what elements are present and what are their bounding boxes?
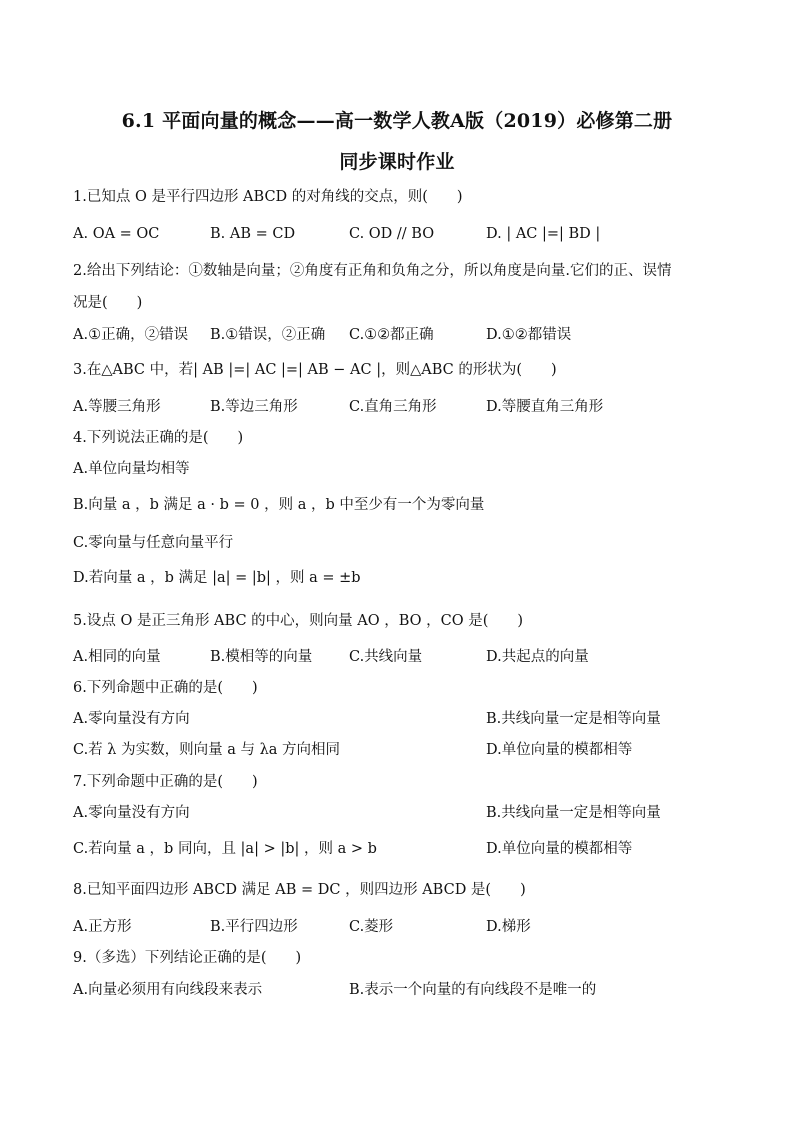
question-6-option-b: B.共线向量一定是相等向量 [486, 711, 661, 727]
question-4-option-c: C.零向量与任意向量平行 [73, 535, 234, 551]
question-5-stem: 5.设点 O 是正三角形 ABC 的中心，则向量 AO ，BO ，CO 是( ) [73, 613, 524, 629]
question-2-stem-line2: 况是( ) [73, 295, 143, 311]
question-2-option-d: D.①②都错误 [486, 327, 572, 343]
question-4-option-d: D.若向量 a ，b 满足 |a| = |b| ，则 a = ±b [73, 570, 361, 586]
question-1-option-d: D. | AC |=| BD | [486, 226, 601, 242]
question-5-option-b: B.模相等的向量 [210, 649, 313, 665]
question-4-stem: 4.下列说法正确的是( ) [73, 430, 244, 446]
page-title: 6.1 平面向量的概念——高一数学人教A版（2019）必修第二册 [121, 110, 673, 132]
question-6-option-d: D.单位向量的模都相等 [486, 742, 633, 758]
question-8-stem: 8.已知平面四边形 ABCD 满足 AB = DC ，则四边形 ABCD 是( ) [73, 882, 526, 898]
question-3-option-b: B.等边三角形 [210, 399, 298, 415]
question-7-option-d: D.单位向量的模都相等 [486, 841, 633, 857]
question-6-option-a: A.零向量没有方向 [73, 711, 190, 727]
question-7-option-b: B.共线向量一定是相等向量 [486, 805, 661, 821]
question-9-option-a: A.向量必须用有向线段来表示 [73, 982, 263, 998]
question-3-option-c: C.直角三角形 [349, 399, 437, 415]
question-6-stem: 6.下列命题中正确的是( ) [73, 680, 258, 696]
question-2-option-c: C.①②都正确 [349, 327, 434, 343]
question-2-option-b: B.①错误，②正确 [210, 327, 326, 343]
question-5-option-d: D.共起点的向量 [486, 649, 589, 665]
question-2-option-a: A.①正确，②错误 [73, 327, 189, 343]
question-7-option-a: A.零向量没有方向 [73, 805, 190, 821]
question-1-option-b: B. AB = CD [210, 226, 296, 242]
question-8-option-a: A.正方形 [73, 919, 132, 935]
question-5-option-a: A.相同的向量 [73, 649, 161, 665]
question-4-option-a: A.单位向量均相等 [73, 461, 190, 477]
question-8-option-b: B.平行四边形 [210, 919, 298, 935]
question-1-option-c: C. OD // BO [349, 226, 435, 242]
question-8-option-d: D.梯形 [486, 919, 531, 935]
question-5-option-c: C.共线向量 [349, 649, 423, 665]
question-8-option-c: C.菱形 [349, 919, 394, 935]
question-6-option-c: C.若 λ 为实数，则向量 a 与 λa 方向相同 [73, 742, 341, 758]
question-7-stem: 7.下列命题中正确的是( ) [73, 774, 258, 790]
question-4-option-b: B.向量 a ，b 满足 a · b = 0 ，则 a ，b 中至少有一个为零向量 [73, 497, 485, 513]
question-9-option-b: B.表示一个向量的有向线段不是唯一的 [349, 982, 597, 998]
question-1-option-a: A. OA = OC [73, 226, 160, 242]
question-3-option-a: A.等腰三角形 [73, 399, 161, 415]
page-subtitle: 同步课时作业 [339, 151, 455, 173]
question-3-option-d: D.等腰直角三角形 [486, 399, 604, 415]
question-7-option-c: C.若向量 a ，b 同向，且 |a| > |b| ，则 a > b [73, 841, 377, 857]
question-1-stem: 1.已知点 O 是平行四边形 ABCD 的对角线的交点，则( ) [73, 189, 463, 205]
question-9-stem: 9.（多选）下列结论正确的是( ) [73, 950, 302, 966]
question-2-stem-line1: 2.给出下列结论：①数轴是向量；②角度有正角和负角之分，所以角度是向量.它们的正、误情 [73, 263, 672, 279]
question-3-stem: 3.在△ABC 中，若| AB |=| AC |=| AB − AC |，则△ABC 的形状为( ) [73, 362, 557, 378]
